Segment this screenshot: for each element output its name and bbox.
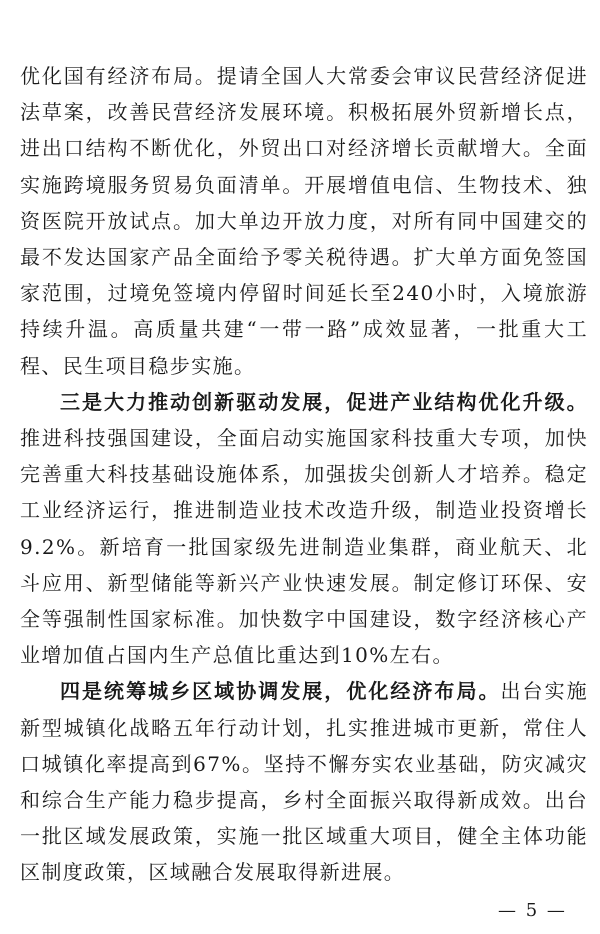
paragraph-3 [20,673,588,890]
body-text [20,58,588,891]
paragraph-2-lead: 三是大力推动创新驱动发展，促进产业结构优化升级。 [60,389,588,414]
paragraph-2 [20,384,588,674]
paragraph-3-text: 出台实施新型城镇化战略五年行动计划，扎实推进城市更新，常住人口城镇化率提高到67%。坚持不懈夯实农业基础，防灾减灾和综合生产能力稳步提高，乡村全面振兴取得新成效。出台一批区域发展政策，实施一批区域重大项目，健全主体功能区制度政策，区域融合发展取得新进展。 [20,679,588,885]
page-number: — 5 — [498,900,567,921]
paragraph-2-text: 推进科技强国建设，全面启动实施国家科技重大专项，加快完善重大科技基础设施体系，加强拔尖创新人才培养。稳定工业经济运行，推进制造业技术改造升级，制造业投资增长9.2%。新培育一批国家级先进制造业集群，商业航天、北斗应用、新型储能等新兴产业快速发展。制定修订环保、安全等强制性国家标准。加快数字中国建设，数字经济核心产业增加值占国内生产总值比重达到10%左右。 [20,426,588,668]
paragraph-1-text: 优化国有经济布局。提请全国人大常委会审议民营经济促进法草案，改善民营经济发展环境。积极拓展外贸新增长点，进出口结构不断优化，外贸出口对经济增长贡献增大。全面实施跨境服务贸易负面清单。开展增值电信、生物技术、独资医院开放试点。加大单边开放力度，对所有同中国建交的最不发达国家产品全面给予零关税待遇。扩大单方面免签国家范围，过境免签境内停留时间延长至240小时，入境旅游持续升温。高质量共建“一带一路”成效显著，一批重大工程、民生项目稳步实施。 [20,64,588,378]
paragraph-1 [20,58,588,384]
paragraph-3-lead: 四是统筹城乡区域协调发展，优化经济布局。 [60,679,501,704]
